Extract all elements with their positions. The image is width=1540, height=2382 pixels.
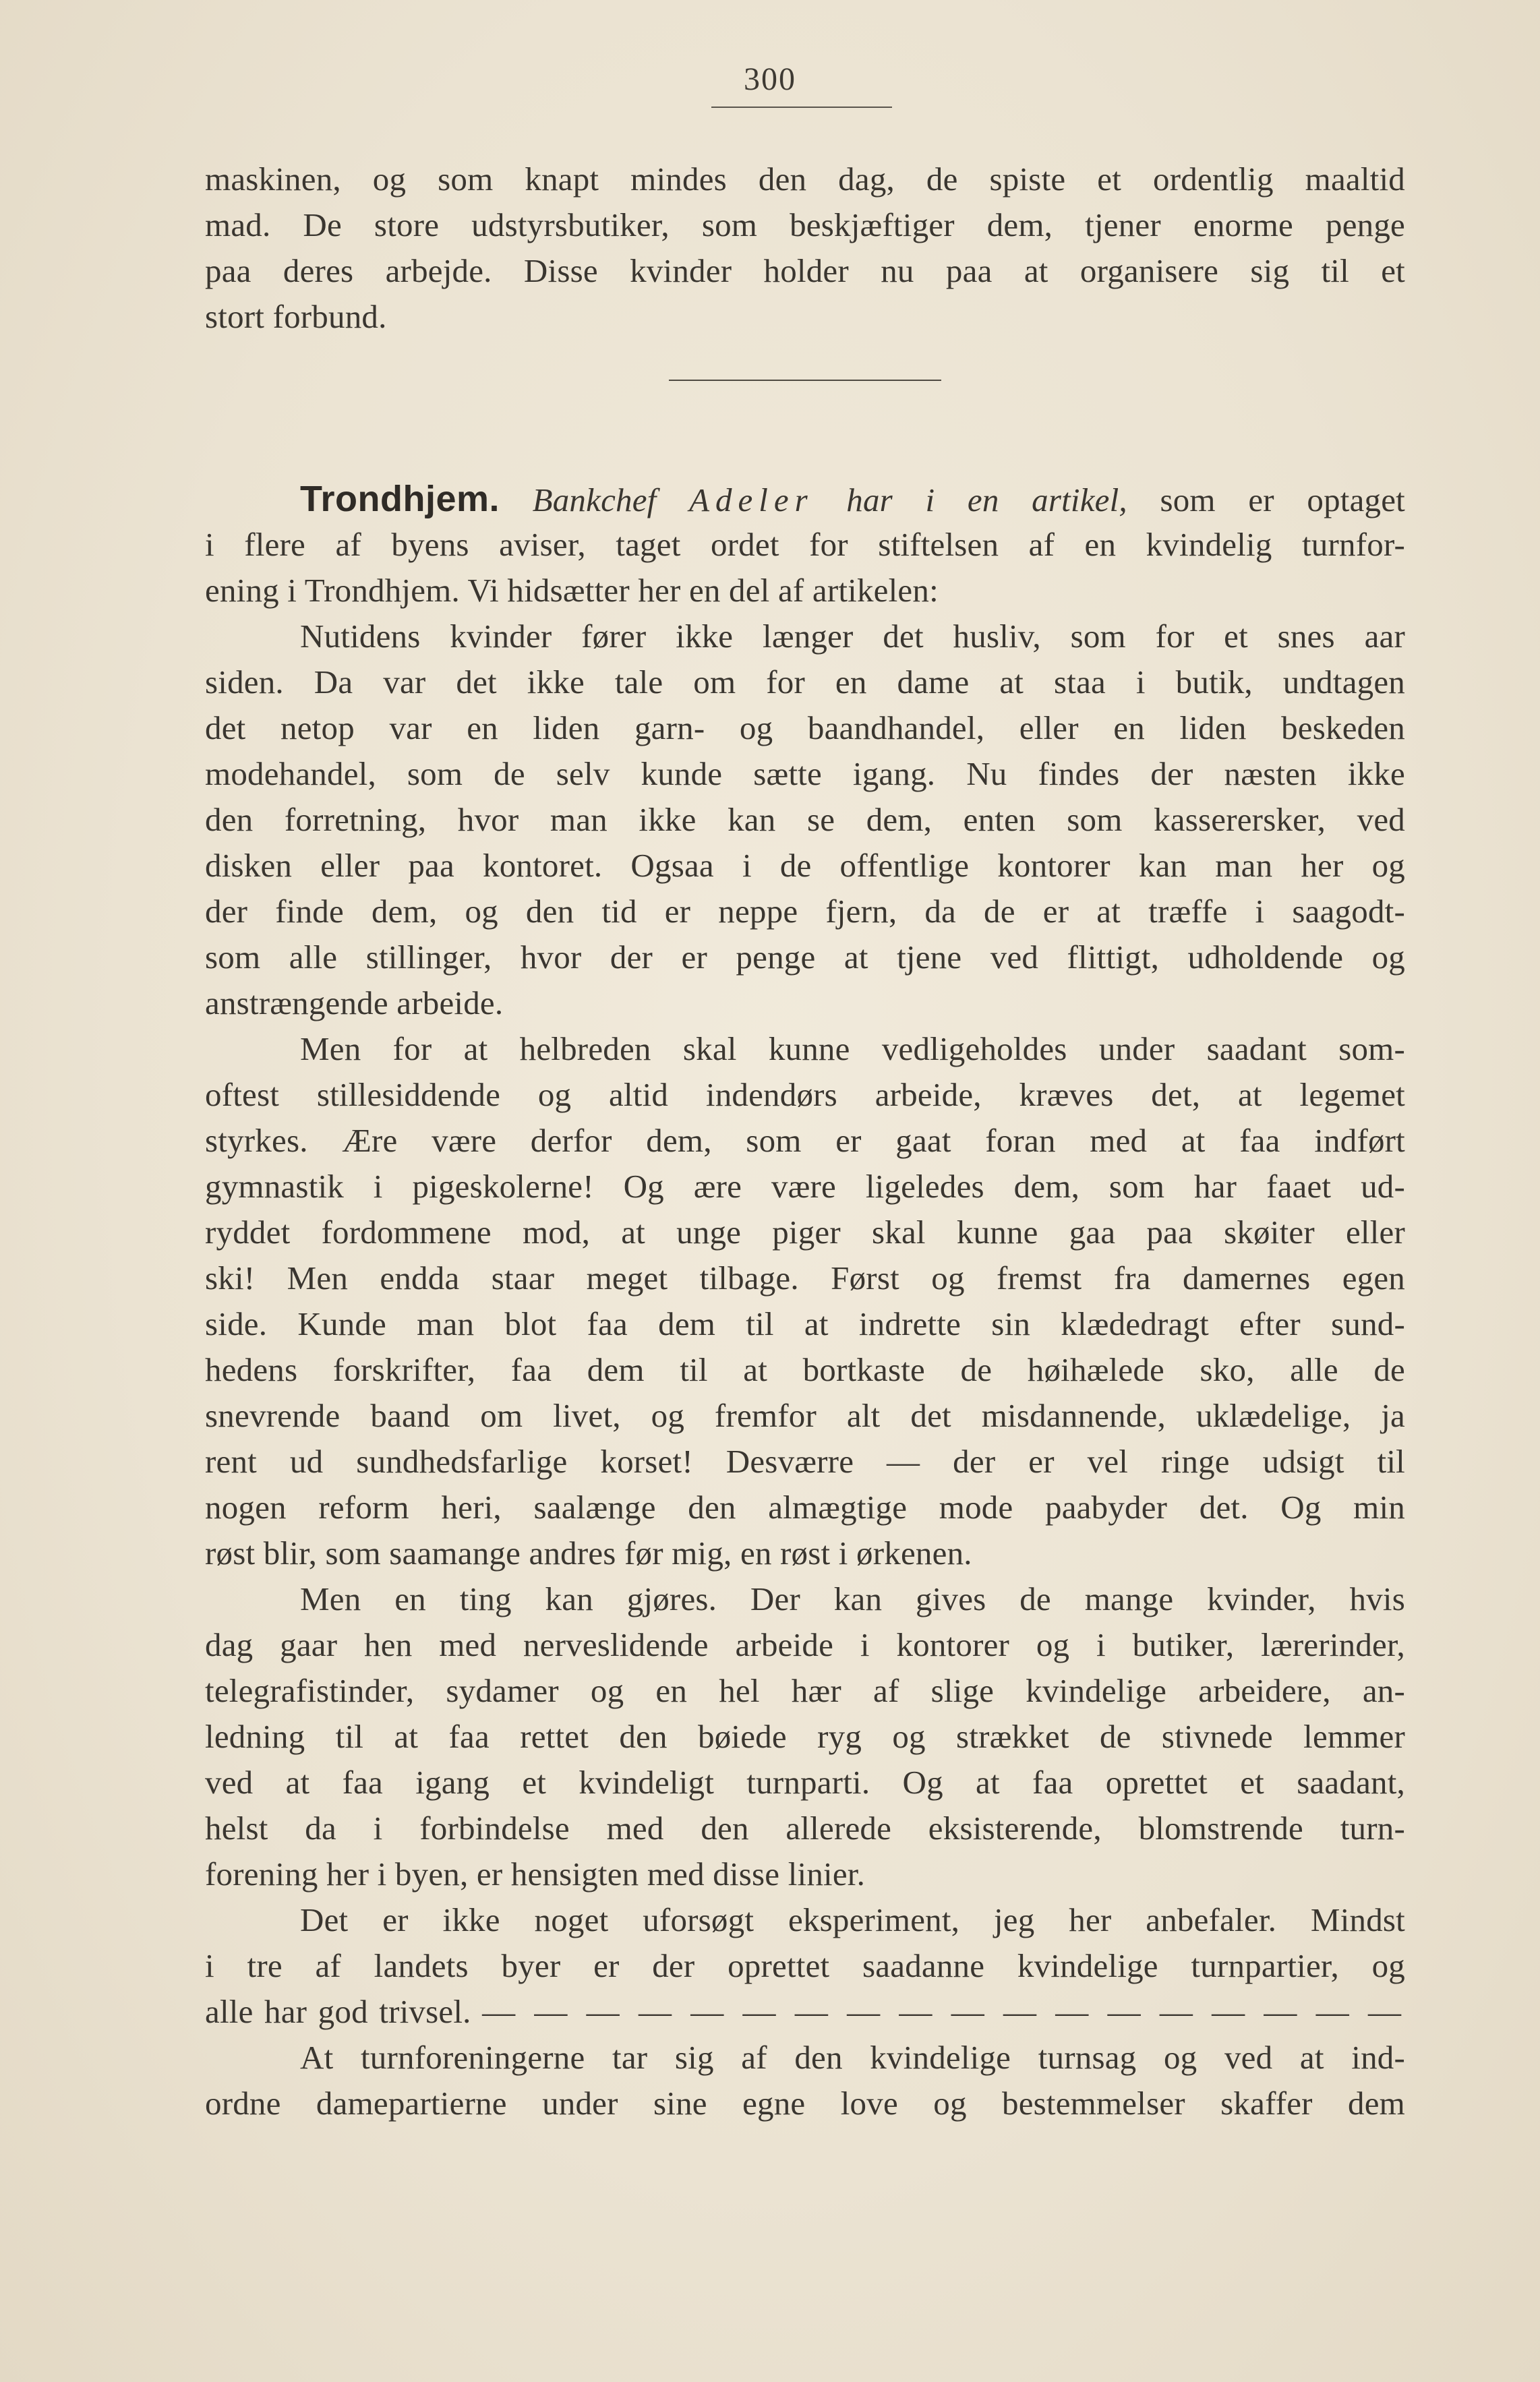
text-line: Men for at helbreden skal kunne vedligeholdes under saadant som-	[300, 1030, 1405, 1067]
text-line: snevrende baand om livet, og fremfor alt det misdannende, uklædelige, ja	[205, 1397, 1405, 1434]
text-line: ordne damepartierne under sine egne love og bestemmelser skaffer dem	[205, 2085, 1405, 2122]
text-line: forening her i byen, er hensigten med disse linier.	[205, 1855, 866, 1893]
text-line: som alle stillinger, hvor der er penge at tjene ved flittigt, udholdende og	[205, 939, 1405, 976]
text-line: der finde dem, og den tid er neppe fjern, da de er at træffe i saagodt-	[205, 893, 1405, 930]
text-line: ledning til at faa rettet den bøiede ryg og strækket de stivnede lemmer	[205, 1718, 1405, 1755]
text-line: disken eller paa kontoret. Ogsaa i de offentlige kontorer kan man her og	[205, 847, 1405, 884]
text-line: ening i Trondhjem. Vi hidsætter her en del af artikelen:	[205, 572, 939, 609]
text-line: maskinen, og som knapt mindes den dag, de spiste et ordentlig maaltid	[205, 160, 1405, 198]
section-heading: Trondhjem.	[300, 479, 500, 519]
text-fragment: alle har god trivsel.	[205, 1993, 471, 2030]
text-line: ryddet fordommene mod, at unge piger skal kunne gaa paa skøiter eller	[205, 1214, 1405, 1251]
dash-line	[205, 1989, 1405, 2035]
text-line: anstrængende arbeide.	[205, 984, 504, 1021]
text-line: styrkes. Ære være derfor dem, som er gaat foran med at faa indført	[205, 1122, 1405, 1159]
text-line: i tre af landets byer er der oprettet saadanne kvindelige turnpartier, og	[205, 1947, 1405, 1984]
text-line: ski! Men endda staar meget tilbage. Først og fremst fra damernes egen	[205, 1259, 1405, 1297]
text-line: dag gaar hen med nerveslidende arbeide i kontorer og i butiker, lærerinder,	[205, 1626, 1405, 1663]
text-line: modehandel, som de selv kunde sætte igang. Nu findes der næsten ikke	[205, 755, 1405, 792]
text-line: den forretning, hvor man ikke kan se dem, enten som kasserersker, ved	[205, 801, 1405, 838]
text-line: side. Kunde man blot faa dem til at indrette sin klædedragt efter sund-	[205, 1305, 1405, 1342]
text-line: Det er ikke noget uforsøgt eksperiment, jeg her anbefaler. Mindst	[300, 1901, 1405, 1938]
lead-name-spaced: Adeler	[689, 481, 814, 518]
text-line: At turnforeningerne tar sig af den kvindelige turnsag og ved at ind-	[300, 2039, 1405, 2076]
text-line: mad. De store udstyrsbutiker, som beskjæftiger dem, tjener enorme penge	[205, 206, 1405, 243]
text-line: rent ud sundhedsfarlige korset! Desværre — der er vel ringe udsigt til	[205, 1443, 1405, 1480]
text-line: telegrafistinder, sydamer og en hel hær af slige kvindelige arbeidere, an-	[205, 1672, 1405, 1709]
lead-italic-phrase: har i en artikel,	[846, 481, 1127, 518]
page-number-rule	[711, 107, 892, 108]
text-line: stort forbund.	[205, 298, 387, 335]
text-line: røst blir, som saamange andres før mig, en røst i ørkenen.	[205, 1535, 972, 1572]
dash-row: — — — — — — — — — — — — — — — — — —	[482, 1993, 1406, 2030]
text-line: det netop var en liden garn- og baandhandel, eller en liden beskeden	[205, 709, 1405, 746]
lead-rest: som er optaget	[1127, 481, 1405, 518]
trondhjem-article	[205, 476, 1405, 2126]
text-line: Nutidens kvinder fører ikke længer det husliv, som for et snes aar	[300, 618, 1405, 655]
text-line: oftest stillesiddende og altid indendørs arbeide, kræves det, at legemet	[205, 1076, 1405, 1113]
text-line: ved at faa igang et kvindeligt turnparti. Og at faa oprettet et saadant,	[205, 1764, 1405, 1801]
text-line: gymnastik i pigeskolerne! Og ære være ligeledes dem, som har faaet ud-	[205, 1168, 1405, 1205]
section-divider	[669, 380, 941, 381]
text-line: siden. Da var det ikke tale om for en dame at staa i butik, undtagen	[205, 663, 1405, 701]
text-line: hedens forskrifter, faa dem til at bortkaste de høihælede sko, alle de	[205, 1351, 1405, 1388]
lead-title-italic: Bankchef	[532, 481, 657, 518]
text-line: helst da i forbindelse med den allerede eksisterende, blomstrende turn-	[205, 1810, 1405, 1847]
previous-article-ending	[205, 156, 1405, 340]
text-line: paa deres arbejde. Disse kvinder holder nu paa at organisere sig til et	[205, 252, 1405, 289]
text-line: i flere af byens aviser, taget ordet for stiftelsen af en kvindelig turnfor-	[205, 526, 1405, 563]
page-number: 300	[744, 61, 796, 97]
text-line: Men en ting kan gjøres. Der kan gives de mange kvinder, hvis	[300, 1580, 1405, 1617]
lead-line	[205, 476, 1405, 522]
text-line: nogen reform heri, saalænge den almægtige mode paabyder det. Og min	[205, 1489, 1405, 1526]
